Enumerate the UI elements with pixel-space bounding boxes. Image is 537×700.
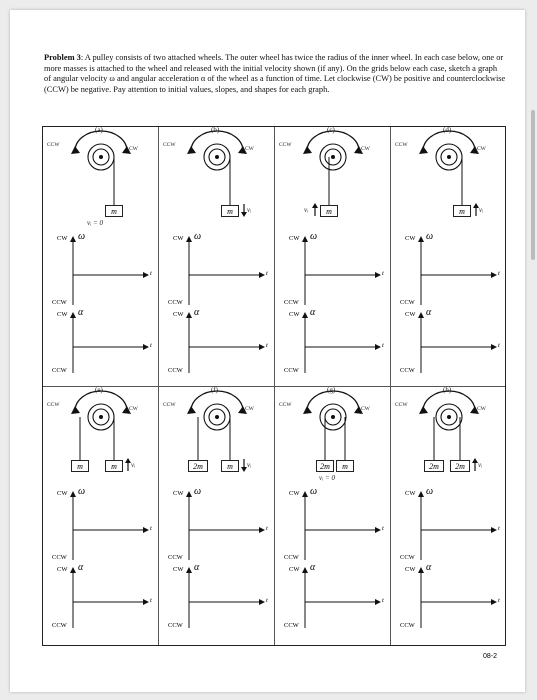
case-label: (f) [211,386,218,394]
case-label: (g) [327,386,336,394]
case-label: (c) [327,126,335,134]
cw-label: CW [245,406,254,412]
cw-label: CW [361,406,370,412]
ccw-label: CCW [47,142,60,148]
cw-label: CW [477,406,486,412]
case-cell [159,127,275,386]
ccw-label: CCW [47,402,60,408]
axis-cw-label: CW [57,235,68,242]
axis-cw-label: CW [405,311,416,318]
ccw-arrow-icon [419,146,428,154]
mass-block: m [221,460,239,472]
axis-ccw-label: CCW [400,554,415,561]
case-cell [159,387,275,646]
alpha-label: α [310,562,316,573]
axis-cw-label: CW [405,490,416,497]
axis-ccw-label: CCW [52,622,67,629]
ccw-arrow-icon [303,406,312,414]
mass-block: 2m [424,460,444,472]
pulley-diagram [43,387,159,646]
axle [447,415,451,419]
axis-arrow-icon [186,312,192,318]
pulley-diagram [275,387,391,646]
axis-arrow-icon [143,272,149,278]
alpha-label: α [194,307,200,318]
mass-block: 2m [450,460,470,472]
axis-arrow-icon [259,599,265,605]
axis-ccw-label: CCW [284,554,299,561]
time-label: t [266,597,268,604]
pulley-diagram [275,127,391,386]
axle [447,155,451,159]
omega-label: ω [426,486,434,497]
cw-label: CW [245,146,254,152]
axle [331,155,335,159]
ccw-arrow-icon [71,146,80,154]
axis-ccw-label: CCW [284,622,299,629]
axis-arrow-icon [259,272,265,278]
alpha-label: α [426,562,432,573]
time-label: t [498,342,500,349]
axis-ccw-label: CCW [400,622,415,629]
initial-velocity-label: vᵢ [131,461,136,469]
time-label: t [382,342,384,349]
axis-arrow-icon [491,599,497,605]
time-label: t [498,525,500,532]
alpha-label: α [426,307,432,318]
initial-velocity-label: vᵢ [304,206,309,214]
initial-velocity-label: vᵢ [479,206,484,214]
problem-text: : A pulley consists of two attached wheels. The outer wheel has twice the radius of the inner wheel. In each case below, one or more masses is attached to the wheel and released with the initial velocity shown (if any). On the grids below each case, sketch a graph of angular velocity ω and angular acceleration α of the wheel as a function of time. Let clockwise (CW) be positive and counterclockwise (CCW) be negative. Pay attention to initial values, slopes, and shapes for each graph. [44,53,506,94]
axis-ccw-label: CCW [52,367,67,374]
ccw-arrow-icon [71,406,80,414]
axis-arrow-icon [375,272,381,278]
axis-cw-label: CW [405,566,416,573]
case-label: (b) [211,126,220,134]
cw-label: CW [129,146,138,152]
axle [99,415,103,419]
case-grid [42,126,506,646]
time-label: t [266,270,268,277]
axis-arrow-icon [259,527,265,533]
mass-block: 2m [188,460,208,472]
axis-arrow-icon [375,344,381,350]
case-cell [43,127,159,386]
axis-ccw-label: CCW [284,299,299,306]
omega-label: ω [310,486,318,497]
case-cell [391,387,507,646]
case-label: (d) [443,126,452,134]
time-label: t [498,270,500,277]
pulley-diagram [159,387,275,646]
axis-arrow-icon [70,491,76,497]
axis-arrow-icon [418,312,424,318]
time-label: t [150,342,152,349]
axis-arrow-icon [418,236,424,242]
omega-label: ω [310,231,318,242]
ccw-arrow-icon [187,146,196,154]
mass-block: m [105,460,123,472]
ccw-label: CCW [279,142,292,148]
ccw-label: CCW [395,142,408,148]
time-label: t [150,270,152,277]
axis-ccw-label: CCW [284,367,299,374]
pulley-diagram [43,127,159,386]
axis-ccw-label: CCW [400,299,415,306]
axis-cw-label: CW [289,566,300,573]
cw-label: CW [477,146,486,152]
initial-velocity-label: vᵢ = 0 [87,219,103,227]
axis-cw-label: CW [405,235,416,242]
pulley-diagram [391,127,507,386]
axis-arrow-icon [491,344,497,350]
axis-arrow-icon [70,567,76,573]
problem-label: Problem 3 [44,53,81,62]
omega-label: ω [78,231,86,242]
alpha-label: α [194,562,200,573]
initial-velocity-label: vᵢ [478,461,483,469]
ccw-arrow-icon [187,406,196,414]
axis-arrow-icon [302,567,308,573]
axis-arrow-icon [375,527,381,533]
axis-arrow-icon [70,312,76,318]
axis-ccw-label: CCW [168,299,183,306]
axis-arrow-icon [143,527,149,533]
problem-statement [44,53,506,95]
mass-block: m [320,205,338,217]
omega-label: ω [194,486,202,497]
ccw-arrow-icon [303,146,312,154]
case-cell [43,387,159,646]
case-cell [275,127,391,386]
mass-block: m [71,460,89,472]
case-label: (a) [95,126,103,134]
mass-block: m [105,205,123,217]
mass-block: 2m [316,460,334,472]
pulley-diagram [391,387,507,646]
axis-cw-label: CW [57,311,68,318]
ccw-label: CCW [163,402,176,408]
axis-arrow-icon [302,491,308,497]
axis-arrow-icon [143,599,149,605]
time-label: t [150,525,152,532]
initial-velocity-label: vᵢ = 0 [319,474,335,482]
time-label: t [382,525,384,532]
axis-cw-label: CW [173,311,184,318]
scrollbar[interactable] [531,110,535,260]
axle [99,155,103,159]
axis-arrow-icon [418,567,424,573]
mass-block: m [336,460,354,472]
alpha-label: α [78,562,84,573]
axis-arrow-icon [143,344,149,350]
axis-arrow-icon [186,491,192,497]
ccw-label: CCW [395,402,408,408]
axis-arrow-icon [302,312,308,318]
omega-label: ω [426,231,434,242]
pulley-diagram [159,127,275,386]
axis-arrow-icon [302,236,308,242]
axis-ccw-label: CCW [400,367,415,374]
axis-arrow-icon [418,491,424,497]
alpha-label: α [310,307,316,318]
axis-cw-label: CW [289,235,300,242]
page-number: 08-2 [482,653,497,660]
ccw-label: CCW [163,142,176,148]
case-cell [391,127,507,386]
axis-cw-label: CW [289,490,300,497]
axis-arrow-icon [186,236,192,242]
axis-arrow-icon [491,527,497,533]
axis-arrow-icon [186,567,192,573]
omega-label: ω [194,231,202,242]
axis-ccw-label: CCW [52,554,67,561]
mass-block: m [453,205,471,217]
initial-velocity-label: vᵢ [247,461,252,469]
axle [331,415,335,419]
axis-ccw-label: CCW [168,622,183,629]
axis-cw-label: CW [289,311,300,318]
axis-ccw-label: CCW [168,554,183,561]
axis-arrow-icon [259,344,265,350]
axis-arrow-icon [70,236,76,242]
axis-cw-label: CW [57,490,68,497]
case-label: (h) [443,386,452,394]
ccw-label: CCW [279,402,292,408]
axis-cw-label: CW [173,490,184,497]
axis-ccw-label: CCW [52,299,67,306]
time-label: t [150,597,152,604]
case-cell [275,387,391,646]
axis-cw-label: CW [173,566,184,573]
cw-label: CW [361,146,370,152]
time-label: t [382,597,384,604]
time-label: t [498,597,500,604]
alpha-label: α [78,307,84,318]
axle [215,415,219,419]
initial-velocity-label: vᵢ [247,206,252,214]
arrow-up-icon [312,203,318,208]
axis-ccw-label: CCW [168,367,183,374]
omega-label: ω [78,486,86,497]
time-label: t [266,525,268,532]
axis-arrow-icon [375,599,381,605]
mass-block: m [221,205,239,217]
ccw-arrow-icon [419,406,428,414]
time-label: t [382,270,384,277]
time-label: t [266,342,268,349]
cw-label: CW [129,406,138,412]
axis-arrow-icon [491,272,497,278]
axis-cw-label: CW [173,235,184,242]
case-label: (e) [95,386,103,394]
axle [215,155,219,159]
axis-cw-label: CW [57,566,68,573]
worksheet-page [10,10,525,692]
